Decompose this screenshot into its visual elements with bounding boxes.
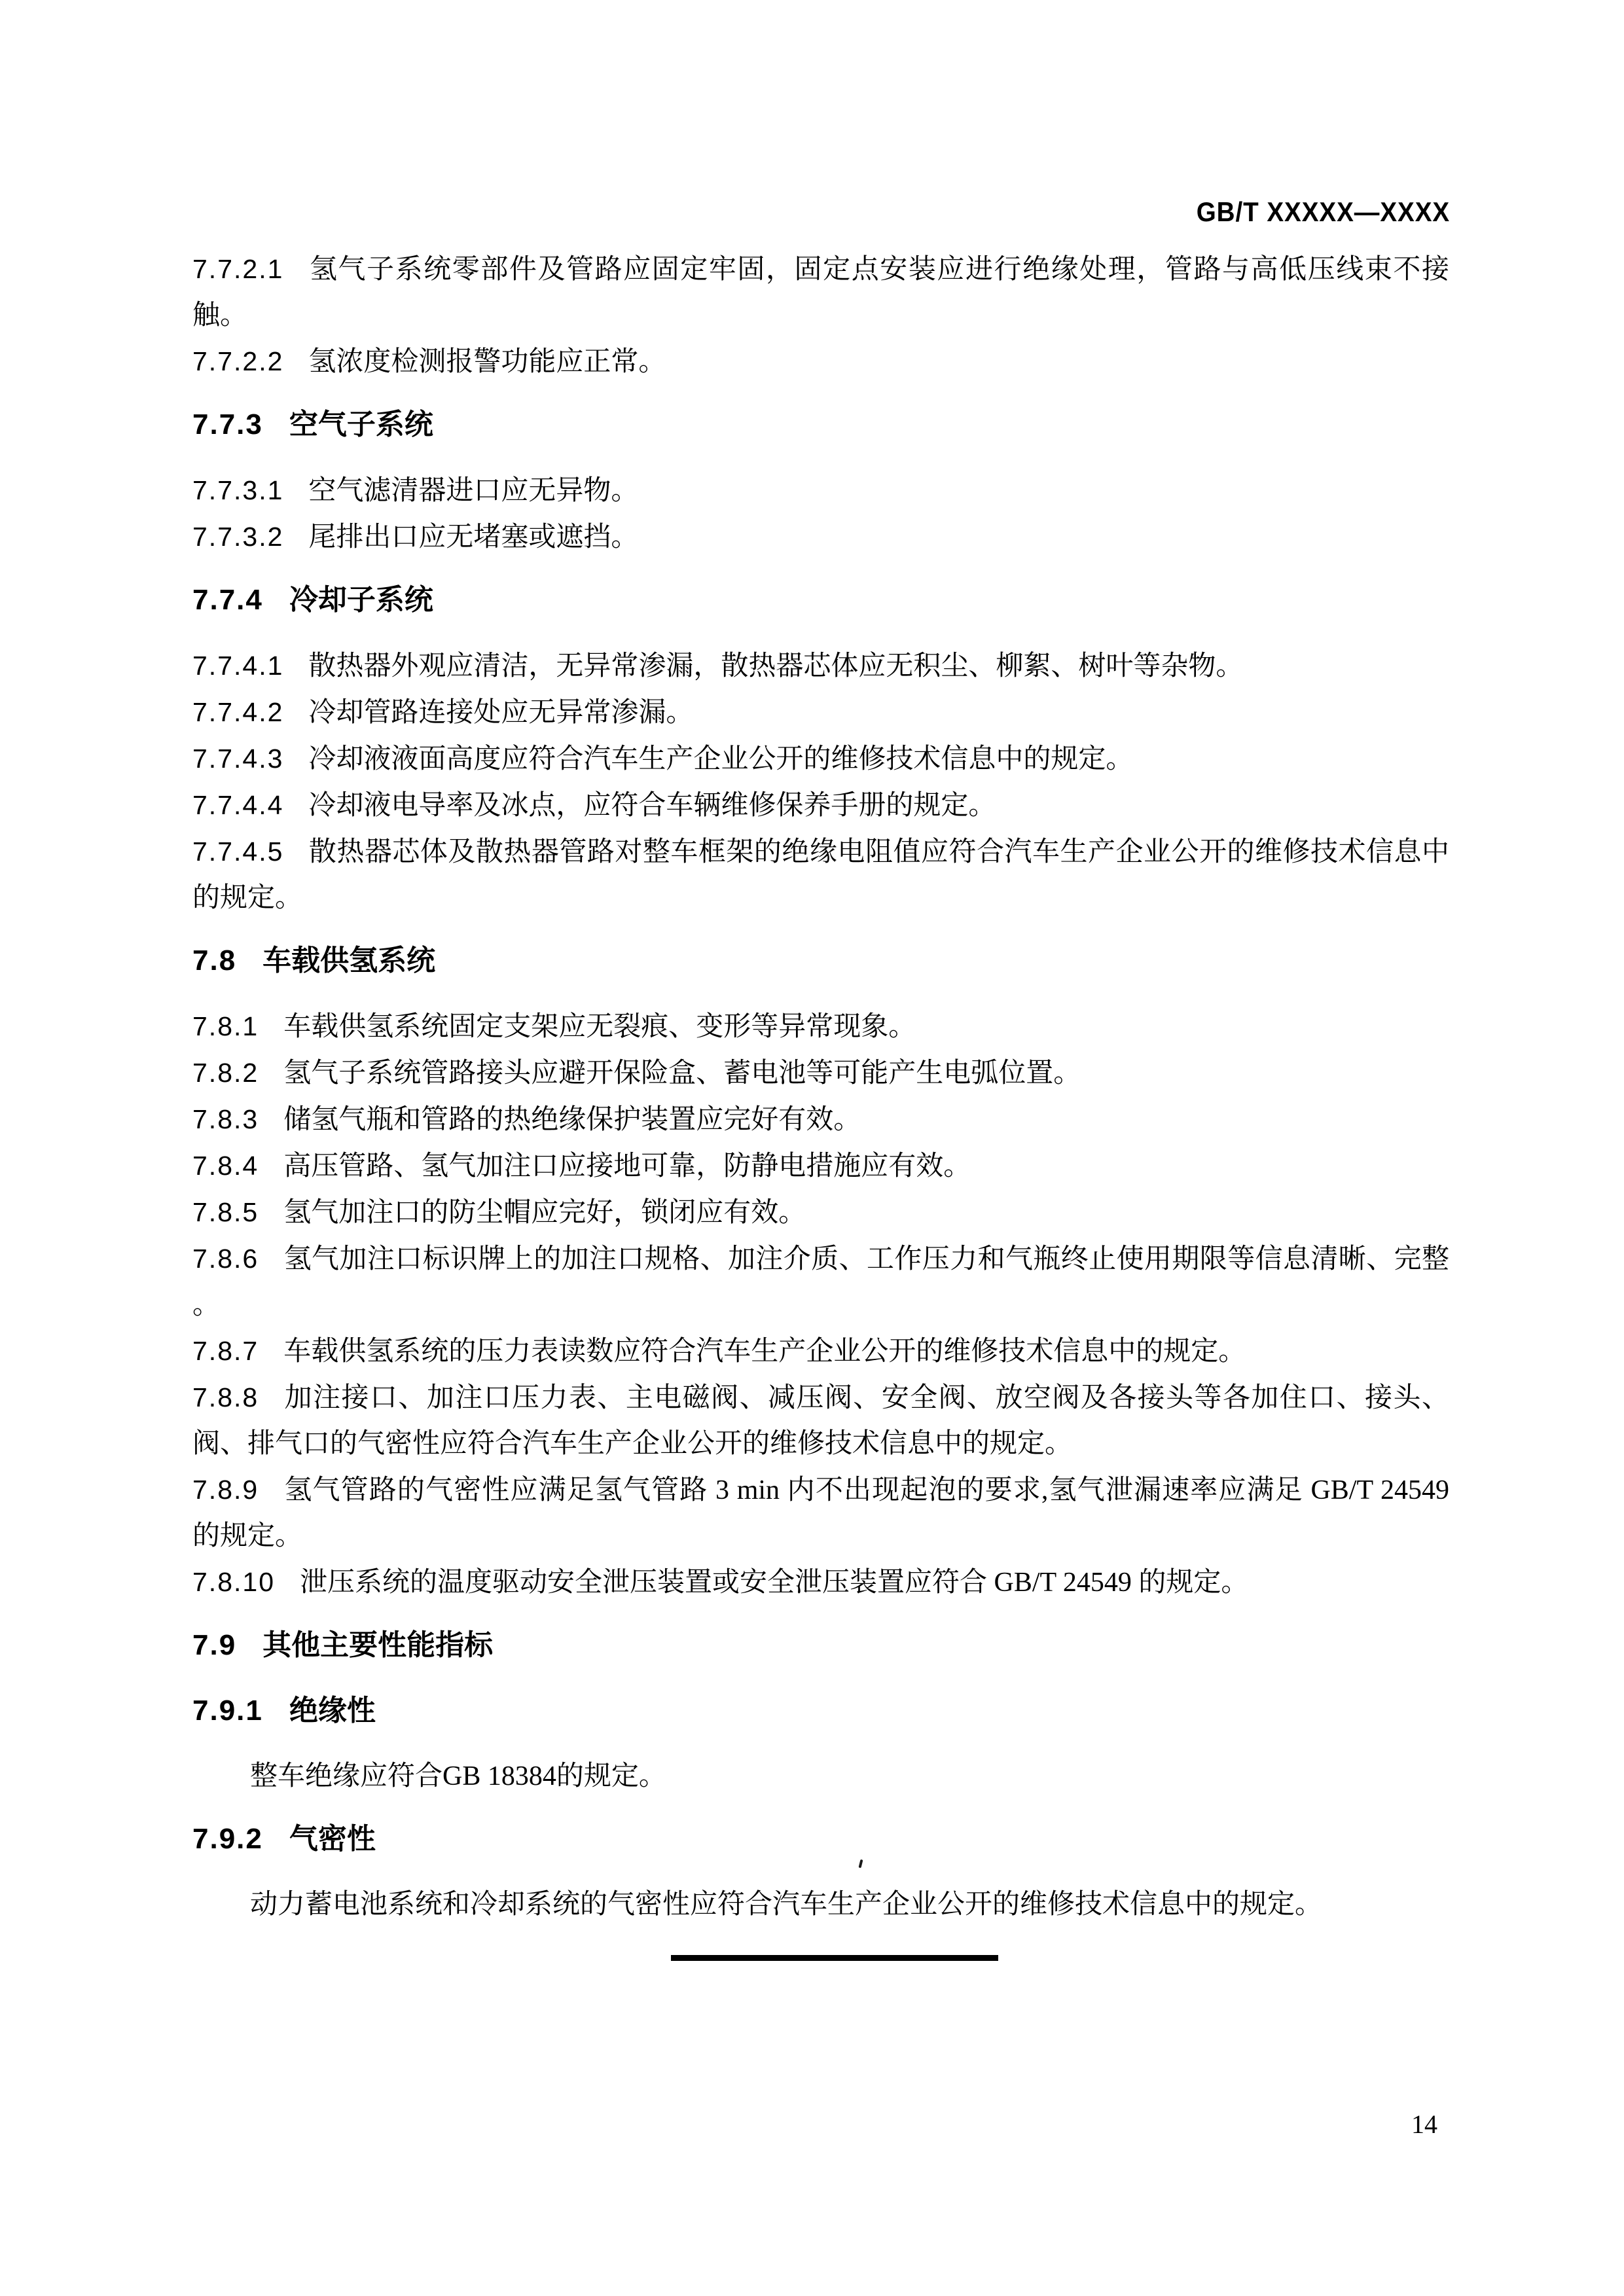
clause-text: 氢气加注口的防尘帽应完好，锁闭应有效。 xyxy=(283,1198,806,1228)
clause-text: 冷却液电导率及冰点，应符合车辆维修保养手册的规定。 xyxy=(308,791,996,821)
clause-item xyxy=(192,467,1449,514)
section-heading xyxy=(192,1816,1449,1862)
section-heading xyxy=(192,1623,1449,1668)
clause-item xyxy=(192,338,1449,385)
clause-number: 7.8.5 xyxy=(192,1197,259,1227)
section-heading xyxy=(192,402,1449,448)
heading-title: 气密性 xyxy=(289,1823,376,1855)
clause-item xyxy=(192,1328,1449,1374)
clause-item xyxy=(192,829,1449,921)
clause-text: 泄压系统的温度驱动安全泄压装置或安全泄压装置应符合 GB/T 24549 的规定。 xyxy=(300,1568,1249,1598)
heading-title: 车载供氢系统 xyxy=(262,944,436,977)
clause-item xyxy=(192,1096,1449,1143)
clause-item xyxy=(192,1143,1449,1189)
clause-number: 7.7.4.3 xyxy=(192,744,284,774)
clause-text: 空气滤清器进口应无异物。 xyxy=(308,476,639,506)
clause-text: 冷却液液面高度应符合汽车生产企业公开的维修技术信息中的规定。 xyxy=(308,744,1134,774)
clause-item xyxy=(192,1559,1449,1605)
body-paragraph: 整车绝缘应符合GB 18384的规定。 xyxy=(250,1761,666,1791)
clause-text: 冷却管路连接处应无异常渗漏。 xyxy=(308,698,694,728)
standard-number-header: GB/T XXXXX—XXXX xyxy=(1196,196,1450,227)
clause-text: 氢气管路的气密性应满足氢气管路 3 min 内不出现起泡的要求,氢气泄漏速率应满足 GB/T 24549 的规定。 xyxy=(192,1475,1449,1551)
heading-number: 7.9.1 xyxy=(192,1695,263,1727)
clause-item xyxy=(192,689,1449,736)
content xyxy=(192,246,1449,1961)
clause-number: 7.7.4.1 xyxy=(192,651,284,681)
end-of-text-divider xyxy=(671,1955,998,1961)
heading-number: 7.8 xyxy=(192,944,237,977)
clause-text: 散热器芯体及散热器管路对整车框架的绝缘电阻值应符合汽车生产企业公开的维修技术信息中的规定。 xyxy=(192,837,1449,913)
clause-text: 车载供氢系统固定支架应无裂痕、变形等异常现象。 xyxy=(283,1012,916,1042)
clause-text: 氢气子系统零部件及管路应固定牢固，固定点安装应进行绝缘处理，管路与高低压线束不接触。 xyxy=(192,255,1449,331)
clause-number: 7.8.10 xyxy=(192,1567,275,1597)
clause-number: 7.8.7 xyxy=(192,1336,259,1366)
clause-number: 7.8.9 xyxy=(192,1475,259,1505)
section-heading xyxy=(192,577,1449,623)
clause-item xyxy=(192,1003,1449,1050)
clause-number: 7.8.1 xyxy=(192,1011,259,1041)
clause-number: 7.8.2 xyxy=(192,1058,259,1088)
clause-item xyxy=(192,1467,1449,1559)
heading-title: 其他主要性能指标 xyxy=(262,1629,494,1661)
section-heading xyxy=(192,1688,1449,1734)
clause-item xyxy=(192,643,1449,689)
clause-item xyxy=(192,246,1449,338)
clause-item xyxy=(192,1050,1449,1096)
clause-item xyxy=(192,514,1449,560)
clause-text: 尾排出口应无堵塞或遮挡。 xyxy=(308,522,639,552)
heading-number: 7.9.2 xyxy=(192,1823,263,1855)
clause-text: 氢气加注口标识牌上的加注口规格、加注介质、工作压力和气瓶终止使用期限等信息清晰、完整 。 xyxy=(192,1244,1449,1320)
clause-number: 7.8.6 xyxy=(192,1244,259,1274)
clause-text: 储氢气瓶和管路的热绝缘保护装置应完好有效。 xyxy=(283,1105,861,1135)
clause-item xyxy=(192,1189,1449,1236)
clause-text: 加注接口、加注口压力表、主电磁阀、减压阀、安全阀、放空阀及各接头等各加住口、接头、阀、排气口的气密性应符合汽车生产企业公开的维修技术信息中的规定。 xyxy=(192,1383,1449,1459)
clause-item xyxy=(192,1374,1449,1467)
clause-number: 7.8.3 xyxy=(192,1104,259,1134)
clause-number: 7.7.4.2 xyxy=(192,697,284,727)
clause-number: 7.7.4.5 xyxy=(192,836,284,867)
clause-number: 7.8.8 xyxy=(192,1382,259,1412)
clause-number: 7.7.4.4 xyxy=(192,790,284,820)
page-number: 14 xyxy=(1411,2109,1437,2139)
clause-item xyxy=(192,736,1449,782)
body-paragraph: 动力蓄电池系统和冷却系统的气密性应符合汽车生产企业公开的维修技术信息中的规定。 xyxy=(250,1890,1323,1920)
section-heading xyxy=(192,938,1449,984)
clause-text: 散热器外观应清洁，无异常渗漏，散热器芯体应无积尘、柳絮、树叶等杂物。 xyxy=(308,651,1244,681)
clause-number: 7.8.4 xyxy=(192,1151,259,1181)
clause-number: 7.7.3.1 xyxy=(192,475,284,505)
clause-text: 高压管路、氢气加注口应接地可靠，防静电措施应有效。 xyxy=(283,1151,971,1181)
clause-item xyxy=(192,1236,1449,1328)
clause-text: 氢气子系统管路接头应避开保险盒、蓄电池等可能产生电弧位置。 xyxy=(283,1058,1081,1088)
heading-number: 7.7.3 xyxy=(192,408,263,440)
clause-text: 氢浓度检测报警功能应正常。 xyxy=(308,347,666,377)
clause-text: 车载供氢系统的压力表读数应符合汽车生产企业公开的维修技术信息中的规定。 xyxy=(283,1336,1246,1367)
heading-number: 7.9 xyxy=(192,1629,237,1661)
heading-title: 冷却子系统 xyxy=(289,584,433,616)
clause-number: 7.7.3.2 xyxy=(192,522,284,552)
clause-item xyxy=(192,782,1449,829)
heading-title: 绝缘性 xyxy=(289,1695,376,1727)
heading-number: 7.7.4 xyxy=(192,584,263,616)
clause-number: 7.7.2.2 xyxy=(192,346,284,376)
heading-title: 空气子系统 xyxy=(289,408,433,440)
clause-number: 7.7.2.1 xyxy=(192,254,284,284)
